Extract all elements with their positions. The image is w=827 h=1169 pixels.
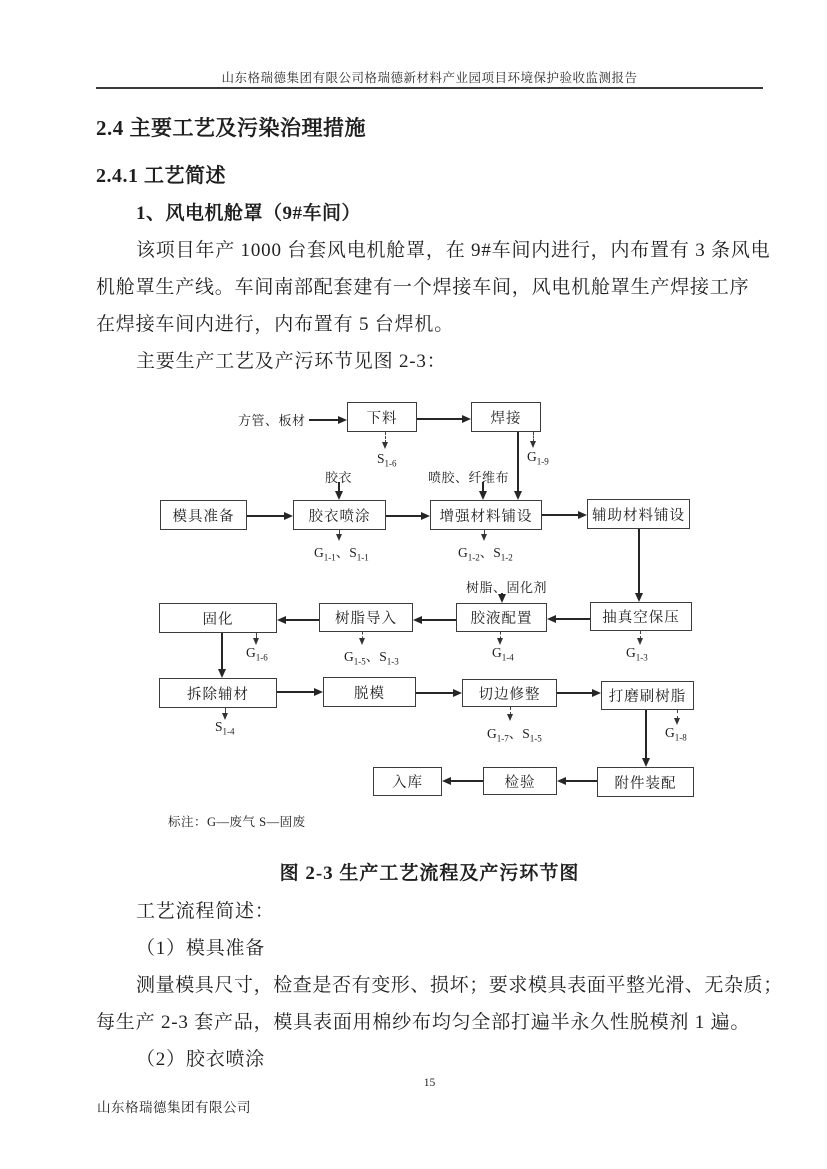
flow-dashed-arrowhead [497, 638, 503, 645]
flow-emission-label-g1-2-s1-2: $G_{1-2}$、$S_{1-2}$ [458, 545, 513, 563]
flow-dashed-arrowhead [674, 718, 680, 725]
flow-arrowhead [338, 416, 347, 424]
flow-box-cutting: 下料 [347, 402, 417, 432]
body-line-step-1-text-2: 每生产 2-3 套产品，模具表面用棉纱布均匀全部打遍半永久性脱模剂 1 遍。 [96, 1012, 751, 1033]
flow-arrowhead [642, 758, 650, 767]
flow-dashed-arrowhead [382, 442, 388, 449]
flow-arrow-line [565, 780, 597, 782]
flow-arrowhead [218, 669, 226, 678]
flow-arrow-line [221, 633, 223, 670]
flow-box-welding: 焊接 [471, 402, 541, 432]
flow-emission-label-s1-6: $S_{1-6}$ [377, 451, 397, 469]
subsection-heading-nacelle: 1、风电机舱罩（9#车间） [136, 203, 362, 224]
flow-box-mold-prep: 模具准备 [160, 500, 247, 530]
flow-input-label-gelcoat: 胶衣 [325, 470, 353, 485]
flow-box-reinforcement-laying: 增强材料铺设 [430, 500, 542, 530]
flow-box-edge-trimming: 切边修整 [462, 679, 557, 707]
flow-arrowhead [277, 616, 286, 624]
flow-box-auxiliary-laying: 辅助材料铺设 [587, 499, 690, 529]
flow-arrow-line [450, 780, 483, 782]
flow-arrow-line [557, 692, 593, 694]
flow-arrowhead [462, 415, 471, 423]
flow-arrow-line [542, 514, 579, 516]
flow-emission-label-g1-5-s1-3: $G_{1-5}$、$S_{1-3}$ [344, 649, 399, 667]
paragraph-line-4: 主要生产工艺及产污环节见图 2-3： [136, 351, 447, 372]
flow-emission-label-g1-1-s1-1: $G_{1-1}$、$S_{1-1}$ [314, 545, 369, 563]
flow-box-sanding-resin-brush: 打磨刷树脂 [601, 681, 694, 710]
doc-header-title: 山东格瑞德集团有限公司格瑞德新材料产业园项目环境保护验收监测报告 [221, 71, 638, 85]
header-rule [96, 87, 763, 89]
flow-arrowhead [453, 689, 462, 697]
flow-box-inspection: 检验 [483, 767, 557, 795]
flow-arrowhead [514, 491, 522, 500]
flow-emission-label-g1-4: $G_{1-4}$ [492, 645, 514, 663]
flow-arrowhead [284, 512, 293, 520]
body-line-step-1: （1）模具准备 [136, 938, 266, 959]
section-heading-2-4-1: 2.4.1 工艺简述 [96, 165, 226, 187]
flow-input-label-square-pipe-plate: 方管、板材 [238, 413, 306, 428]
flow-dashed-arrowhead [253, 638, 259, 645]
section-heading-2-4: 2.4 主要工艺及污染治理措施 [96, 116, 366, 140]
flow-dashed-arrowhead [637, 638, 643, 645]
flow-emission-label-s1-4: $S_{1-4}$ [215, 719, 235, 737]
paragraph-line-3: 在焊接车间内进行，内布置有 5 台焊机。 [96, 314, 455, 335]
paragraph-line-2: 机舱罩生产线。车间南部配套建有一个焊接车间，风电机舱罩生产焊接工序 [96, 277, 750, 298]
body-line-step-1-text-1: 测量模具尺寸，检查是否有变形、损坏；要求模具表面平整光滑、无杂质； [136, 975, 783, 996]
flow-arrowhead [442, 777, 451, 785]
flow-emission-label-g1-7-s1-5: $G_{1-7}$、$S_{1-5}$ [487, 726, 542, 744]
flow-box-resin-infusion: 树脂导入 [319, 603, 413, 632]
flow-box-gelcoat-spray: 胶衣喷涂 [293, 500, 386, 530]
flow-arrow-line [638, 529, 640, 594]
flow-arrowhead [578, 511, 587, 519]
paragraph-line-1: 该项目年产 1000 台套风电机舱罩，在 9#车间内进行，内布置有 3 条风电 [136, 240, 771, 261]
flow-input-label-spray-glue-fiber-cloth: 喷胶、纤维布 [428, 470, 510, 485]
flow-arrowhead [479, 491, 487, 500]
flow-arrowhead [498, 594, 506, 603]
flow-arrow-line [309, 419, 339, 421]
flow-box-demolding: 脱模 [323, 677, 416, 707]
flow-arrow-line [517, 432, 519, 492]
flow-box-accessory-assembly: 附件装配 [597, 767, 694, 797]
flow-dashed-arrowhead [359, 638, 365, 645]
flow-arrowhead [547, 615, 556, 623]
body-line-process-summary: 工艺流程简述： [136, 901, 275, 922]
flow-dashed-arrowhead [530, 441, 536, 448]
flow-arrow-line [285, 619, 319, 621]
flow-arrow-line [645, 710, 647, 759]
figure-caption: 图 2-3 生产工艺流程及产污环节图 [279, 863, 580, 884]
flow-arrow-line [417, 418, 463, 420]
flow-box-vacuum-hold: 抽真空保压 [590, 602, 692, 631]
flow-arrowhead [335, 491, 343, 500]
flow-arrowhead [421, 512, 430, 520]
flow-dashed-arrowhead [336, 534, 342, 541]
flow-input-label-resin-curing-agent: 树脂、固化剂 [466, 580, 548, 595]
footer-company: 山东格瑞德集团有限公司 [97, 1100, 251, 1115]
flow-arrow-line [277, 691, 315, 693]
flow-arrowhead [635, 593, 643, 602]
flow-box-glue-preparation: 胶液配置 [456, 603, 547, 632]
flow-arrowhead [413, 616, 422, 624]
flow-dashed-arrowhead [507, 714, 513, 721]
flow-emission-label-g1-9: $G_{1-9}$ [527, 449, 549, 467]
flow-arrow-line [421, 619, 456, 621]
flow-dashed-arrowhead [222, 713, 228, 720]
flow-emission-label-g1-8: $G_{1-8}$ [665, 725, 687, 743]
flow-arrowhead [314, 688, 323, 696]
flow-box-remove-auxiliary: 拆除辅材 [159, 678, 277, 708]
flowchart-note: 标注：G—废气 S—固废 [168, 815, 306, 829]
flow-emission-label-g1-3: $G_{1-3}$ [626, 645, 648, 663]
flow-arrow-line [416, 692, 454, 694]
flow-box-warehousing: 入库 [373, 767, 442, 796]
flow-arrow-line [247, 515, 285, 517]
body-line-step-2: （2）胶衣喷涂 [136, 1049, 266, 1070]
flow-arrow-line [555, 618, 590, 620]
page-number: 15 [423, 1077, 436, 1089]
flow-arrow-line [386, 515, 422, 517]
flow-dashed-arrowhead [481, 534, 487, 541]
flow-box-curing: 固化 [159, 603, 277, 633]
flow-arrowhead [592, 689, 601, 697]
flow-emission-label-g1-6: $G_{1-6}$ [246, 645, 268, 663]
flow-arrowhead [557, 777, 566, 785]
